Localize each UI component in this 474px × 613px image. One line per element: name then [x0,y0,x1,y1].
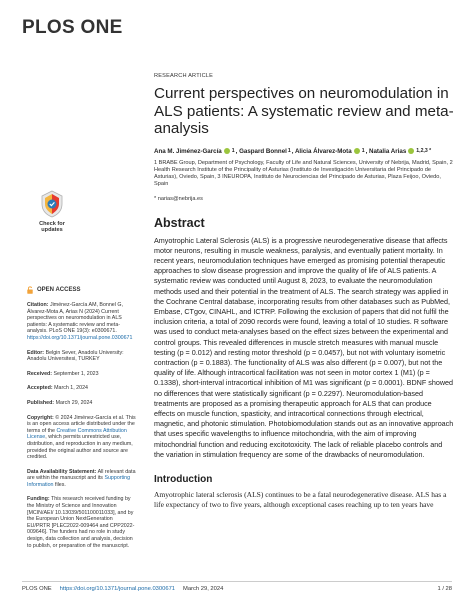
editor-text: Belgin Sever, Anadolu University: Anadolu Universitesi, TURKEY [27,349,124,363]
accepted-label: Accepted: [27,385,53,392]
author-list [154,148,454,155]
author-4[interactable]: , Natalia Arias [365,147,407,155]
copyright-block [27,415,137,461]
data-availability-label: Data Availability Statement: [27,468,97,475]
citation-label: Citation: [27,302,49,308]
received-label: Received: [27,370,53,377]
footer-date: March 29, 2024 [183,586,224,592]
corresponding-email[interactable]: * narias@nebrija.es [154,195,203,202]
funding-label: Funding: [27,496,50,503]
check-badge-line2: updates [41,227,63,234]
data-availability-text-2: files. [54,481,66,488]
citation-text: Jiménez-García AM, Bonnel G, Álvarez-Mota A, Arias N (2024) Current perspectives on neuromodulation in ALS patients: A systematic review and meta-analysis. PLoS ONE 19(3): e0300671. [27,302,123,335]
citation-block [27,302,137,342]
copyright-text-1: © 2024 Jiménez-García et al. This is an open access article distributed under the terms of the [27,414,136,434]
author-2-affiliation: 1 [287,148,291,154]
supporting-information-link[interactable]: Supporting Information [27,475,131,488]
accepted-block [27,385,137,392]
check-for-updates-icon [40,190,64,218]
author-3-affiliation: 1 [361,148,365,154]
orcid-icon[interactable] [408,148,414,154]
orcid-icon[interactable] [224,148,230,154]
open-access-label [27,286,137,294]
orcid-icon[interactable] [354,148,360,154]
introduction-text: Amyotrophic lateral sclerosis (ALS) continues to be a fatal neurodegenerative disease. ALS has a life expectancy of two to five years, although exceptional cases reaching up to ten years have [154,489,447,509]
published-text: March 29, 2024 [55,399,93,406]
affiliations: 1 BRABE Group, Department of Psychology, Faculty of Life and Natural Sciences, University of Nebrija, Madrid, Spain, 2 Health Research Institute of the Principality of Asturias (Instituto de Investigación Universitaria del Principado de Asturias), Oviedo, Spain, 3 INEUROPA, Instituto de Neurociencias del Principado de Asturias, Plaza Feijoo, Oviedo, Spain [154,159,453,187]
check-for-updates-badge[interactable] [35,190,69,242]
published-label: Published: [27,399,55,406]
footer-journal: PLOS ONE [22,586,52,592]
check-badge-line1: Check for [39,221,65,227]
author-1[interactable]: Ana M. Jiménez-García [154,147,222,155]
copyright-label: Copyright: [27,414,54,421]
article-type: RESEARCH ARTICLE [154,73,214,79]
data-availability-block [27,469,137,489]
author-2[interactable]: , Gaspard Bonnel [235,147,287,155]
article-title: Current perspectives on neuromodulation in ALS patients: A systematic review and meta-analysis [154,85,454,137]
cc-license-link[interactable]: Creative Commons Attribution License [27,427,127,441]
open-access-text: OPEN ACCESS [37,286,81,293]
copyright-text-2: , which permits unrestricted use, distribution, and reproduction in any medium, provided the original author and source are credited. [27,434,133,461]
open-lock-icon [27,286,33,294]
editor-label: Editor: [27,349,45,356]
sidebar [27,190,137,557]
abstract-text: Amyotrophic Lateral Sclerosis (ALS) is a progressive neurodegenerative disease that affects motor neurons, resulting in muscle weakness, paralysis, and eventually patient mortality. In recent years, neuromodulation techniques have emerged as promising potential therapeutic approaches to slow disease progression and improve the quality of life of ALS patients. A systematic review was conducted until August 8, 2023, to evaluate the neuromodulation methods used and their potential in the treatment of ALS. The search strategy was applied in the Cochrane Central database, incorporating results from other databases such as PubMed, Embase, CTgov, CINAHL, and ICTRP. Following the exclusion of papers that did not fulfil the inclusion criteria, a total of 2090 records were found, leaving a total of 10 studies. R software was used to conduct meta-analyses based on the effect sizes between the experimental and control groups. This revealed differences in muscle stretch measures with manual muscle testing (p = 0.012) and resting motor threshold (p = 0.0457), but not with voluntary isometric contraction (p = 0.1883). The functionality of ALS was also different (p = 0.007), but not the quality of life. Although intracortical facilitation was not seen in motor cortex 1 (M1) (p = 0.1338), short-interval intracortical inhibition of M1 was significant (p = 0.0001). BDNF showed no differences that were statistically significant (p = 0.2297). Neuromodulation-based treatments are proposed as a promising therapeutic approach for ALS that can produce effects on muscle function, spasticity, and intracortical connections through electrical, magnetic, and photonic stimulation. Photobiomodulation stands out as an innovative approach that uses specific wavelengths to influence mitochondria, with the aim of improving mitochondrial function and reducing excitotoxicity. The lack of reliable placebo controls and the variation in stimulation frequency are some of the drawbacks of neuromodulation. [154,235,454,459]
author-3[interactable]: , Alicia Álvarez-Mota [291,147,352,155]
footer-doi-link[interactable]: https://doi.org/10.1371/journal.pone.0300671 [59,586,176,592]
published-block [27,400,137,407]
page-footer [22,581,452,592]
editor-block [27,350,137,363]
journal-logo: PLOS ONE [22,17,123,38]
article-main [154,73,454,510]
accepted-text: March 1, 2024 [54,385,88,392]
author-4-affiliation: 1,2,3 * [416,148,432,154]
page-number: 1 / 28 [437,586,452,592]
abstract-heading: Abstract [154,215,205,230]
received-text: September 1, 2023 [53,370,99,377]
received-block [27,371,137,378]
introduction-heading: Introduction [154,473,213,485]
author-1-affiliation: 1 [231,148,235,154]
funding-text: This research received funding by the Ministry of Science and Innovation [MCIN/AEI/ 10.13039/501100011033], and by the European Union NextGeneration EU/PRTR [PLEC2022-009464 and CPP2022-009646]. The funders had no role in study design, data collection and analysis, decision to publish, or preparation of the manuscript. [27,496,135,549]
funding-block [27,496,137,549]
data-availability-text-1: All relevant data are within the manuscript and its [27,468,136,482]
citation-doi-link[interactable]: https://doi.org/10.1371/journal.pone.0300671 [27,334,133,341]
